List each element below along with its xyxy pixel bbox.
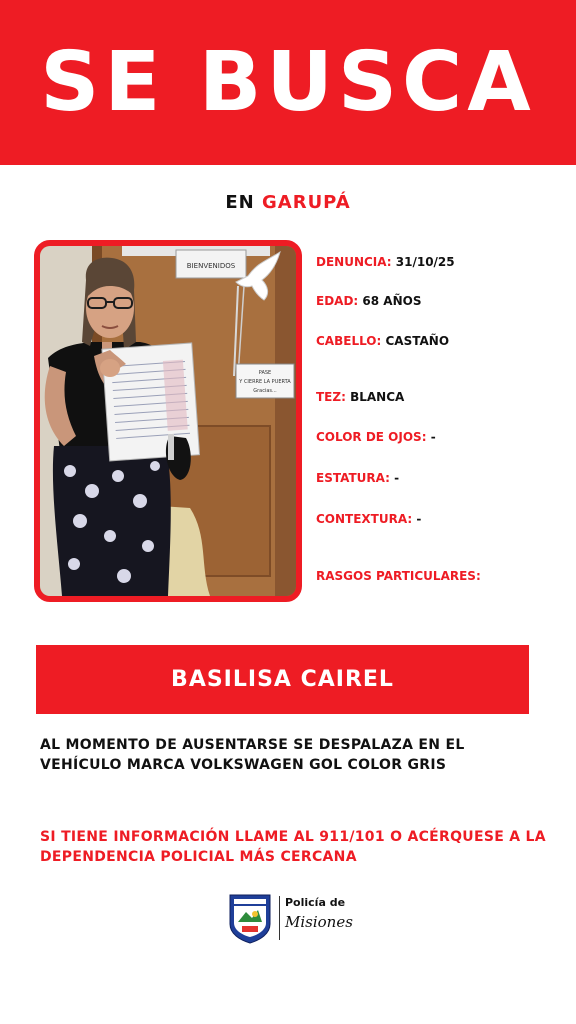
field-edad <box>316 294 421 308</box>
edad-value: 68 AÑOS <box>362 294 422 308</box>
field-color-ojos <box>316 430 436 444</box>
denuncia-label: DENUNCIA: <box>316 255 392 269</box>
name-banner <box>36 645 529 714</box>
denuncia-value: 31/10/25 <box>395 255 455 269</box>
page-title: SE BUSCA <box>40 34 536 130</box>
ojos-value: - <box>430 430 436 444</box>
photo-illustration <box>40 246 296 596</box>
sign-door-1: PASE <box>258 370 272 376</box>
field-estatura <box>316 471 399 485</box>
logo-line-2: Misiones <box>285 913 353 931</box>
police-shield-icon <box>228 892 272 944</box>
description-text: AL MOMENTO DE AUSENTARSE SE DESPALAZA EN EL VEHÍCULO MARCA VOLKSWAGEN GOL COLOR GRIS <box>40 737 465 773</box>
police-logo <box>228 892 358 944</box>
cabello-label: CABELLO: <box>316 334 382 348</box>
cabello-value: CASTAÑO <box>385 334 450 348</box>
sign-door-2: Y CIERRE LA PUERTA <box>239 379 291 385</box>
ojos-label: COLOR DE OJOS: <box>316 430 427 444</box>
edad-label: EDAD: <box>316 294 359 308</box>
tez-value: BLANCA <box>350 390 405 404</box>
field-denuncia <box>316 255 455 269</box>
field-cabello <box>316 334 449 348</box>
location-line <box>0 192 576 213</box>
tez-label: TEZ: <box>316 390 346 404</box>
rasgos-label: RASGOS PARTICULARES: <box>316 569 481 583</box>
person-name: BASILISA CAIREL <box>171 667 394 692</box>
field-tez <box>316 390 404 404</box>
field-rasgos <box>316 569 481 583</box>
sign-bienvenidos: BIENVENIDOS <box>186 262 236 270</box>
logo-line-1: Policía de <box>285 896 346 909</box>
sign-door-3: Gracias... <box>253 388 277 394</box>
header-banner <box>0 0 576 165</box>
logo-divider <box>279 896 280 940</box>
estatura-label: ESTATURA: <box>316 471 390 485</box>
estatura-value: - <box>394 471 400 485</box>
location-prefix: EN <box>225 192 255 213</box>
field-contextura <box>316 512 421 526</box>
contextura-value: - <box>416 512 422 526</box>
contextura-label: CONTEXTURA: <box>316 512 413 526</box>
contact-info-text: SI TIENE INFORMACIÓN LLAME AL 911/101 O ACÉRQUESE A LA DEPENDENCIA POLICIAL MÁS CERCANA <box>40 829 546 865</box>
missing-person-photo <box>34 240 302 602</box>
location-city: GARUPÁ <box>262 192 351 213</box>
